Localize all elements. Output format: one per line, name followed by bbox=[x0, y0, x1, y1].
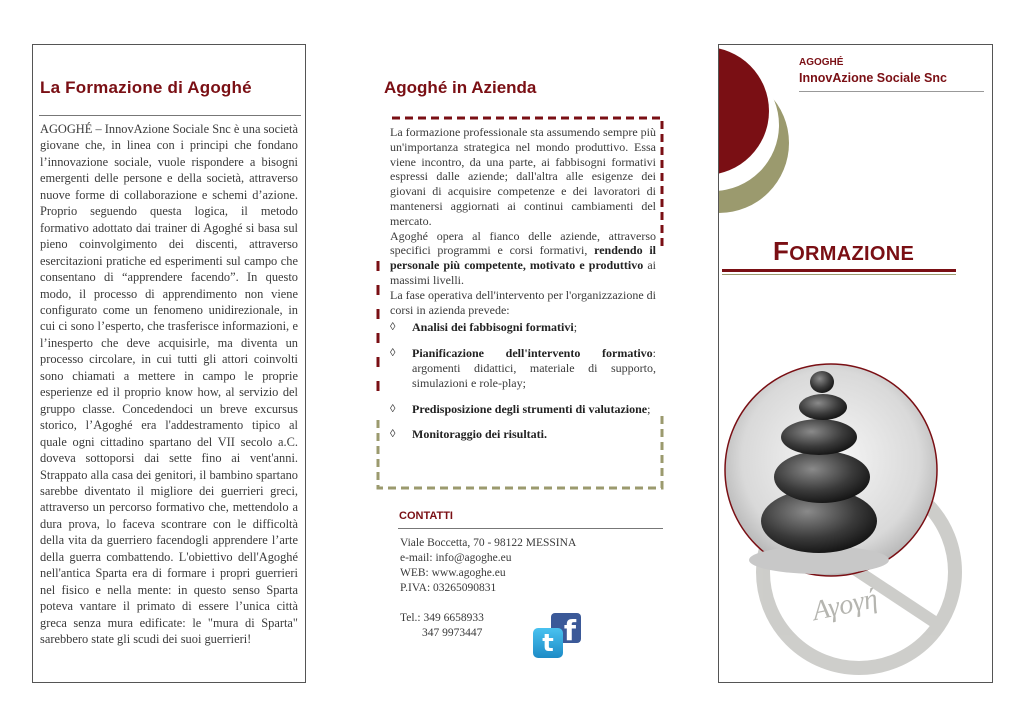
para2-end: ai massimi livelli. bbox=[390, 258, 656, 287]
cover-title bbox=[773, 236, 914, 267]
item-bold: Monitoraggio dei risultati. bbox=[412, 427, 547, 442]
diamond-bullet-icon: ◊ bbox=[390, 321, 396, 334]
contact-address: Viale Boccetta, 70 - 98122 MESSINA bbox=[400, 537, 577, 549]
middle-para-1: La formazione professionale sta assumendo sempre più un'importanza strategica nel mondo produttivo. Essa viene incontro, da una parte, ai fabbisogni formativi espressi dalle aziende; dall'altra alle esigenze dei giovani di acquisire competenze e dei lavoratori di mantenersi aggiornati ai continui cambiamenti del mercato. bbox=[390, 125, 656, 228]
left-title: La Formazione di Agoghé bbox=[40, 78, 252, 97]
contact-web[interactable]: WEB: www.agoghe.eu bbox=[400, 567, 506, 579]
cover-rule-maroon bbox=[722, 269, 956, 272]
list-item bbox=[390, 346, 656, 390]
list-item bbox=[390, 427, 656, 442]
diamond-bullet-icon: ◊ bbox=[390, 428, 396, 441]
brand-rule bbox=[799, 91, 984, 92]
item-bold: Predisposizione degli strumenti di valutazione bbox=[412, 401, 648, 416]
item-bold: Pianificazione dell'intervento formativo bbox=[412, 346, 653, 361]
item-rest: ; bbox=[573, 320, 578, 335]
contact-tel-1: Tel.: 349 6658933 bbox=[400, 612, 484, 624]
contact-piva: P.IVA: 03265090831 bbox=[400, 582, 497, 594]
diamond-bullet-icon: ◊ bbox=[390, 402, 396, 415]
contacts-rule bbox=[398, 528, 663, 529]
middle-para-2 bbox=[390, 229, 656, 288]
diamond-bullet-icon: ◊ bbox=[390, 347, 396, 360]
twitter-glyph: t bbox=[542, 629, 554, 657]
contacts-title: CONTATTI bbox=[399, 510, 453, 522]
phone-block bbox=[400, 611, 484, 641]
middle-body bbox=[390, 125, 656, 442]
para2-bold: rendendo il personale più competente, motivato e produttivo bbox=[390, 243, 656, 273]
cover-title-initial: F bbox=[773, 236, 790, 266]
item-rest: : argomenti didattici, materiale di supporto, simulazioni e role-play; bbox=[412, 346, 656, 390]
contact-email[interactable]: e-mail: info@agoghe.eu bbox=[400, 552, 512, 564]
facebook-glyph: f bbox=[563, 614, 576, 643]
contact-tel-2: 347 9973447 bbox=[422, 627, 483, 639]
logo-right-text: Sociale bbox=[909, 558, 947, 593]
brand-name: InnovAzione Sociale Snc bbox=[799, 71, 947, 85]
left-panel bbox=[32, 44, 306, 683]
item-rest: ; bbox=[647, 401, 651, 416]
stones-image bbox=[725, 364, 937, 576]
middle-para-3: La fase operativa dell'intervento per l'organizzazione di corsi in azienda prevede: bbox=[390, 287, 656, 317]
item-bold: Analisi dei fabbisogni formativi bbox=[412, 320, 574, 335]
cover-title-rest: ORMAZIONE bbox=[789, 243, 915, 265]
twitter-icon[interactable] bbox=[533, 628, 563, 658]
para2-start: Agoghé opera al fianco delle aziende, attraverso specifici programmi e corsi formativi, bbox=[390, 228, 656, 258]
process-list bbox=[390, 320, 656, 442]
list-item bbox=[390, 320, 656, 335]
list-item bbox=[390, 402, 656, 417]
cover-panel bbox=[718, 44, 993, 683]
cover-graphics bbox=[719, 45, 992, 682]
logo-greek-text: Αγογή bbox=[809, 583, 881, 628]
middle-title: Agoghé in Azienda bbox=[384, 78, 537, 97]
cover-rule-olive bbox=[722, 274, 956, 275]
contacts-block bbox=[400, 536, 576, 596]
brand-small: AGOGHÉ bbox=[799, 57, 844, 68]
left-body-text: AGOGHÉ – InnovAzione Sociale Snc è una società giovane che, in linea con i principi che fondano l’innovazione sociale, vuole rispondere a bisogni emergenti delle persone e della società, attraverso nuove forme di collaborazione e schemi d’azione. Proprio seguendo questa logica, il metodo formativo adottato dai trainer di Agoghé si basa sul pieno coinvolgimento dei discenti, attraverso esercitazioni pratiche ed esperimenti sul campo che consentano di “apprendere facendo”. In questo modo, il processo di apprendimento non viene configurato come un fenomeno unidirezionale, in cui ci sono l’esperto, che trasferisce informazioni, e l’inesperto che deve acquisirle, ma diventa un processo circolare, in cui tutti gli attori coinvolti sono chiamati a mettere in campo le proprie esperienze ed il proprio know how, al servizio del gruppo classe. Concedendoci un breve excursus storico, l’Agoghé era l'addestramento tipico al quale ogni cittadino spartano del VII secolo a.C. doveva sottoporsi dai sette fino ai vent'anni. Strappato alla casa dei genitori, il bambino spartano sarebbe diventato il migliore dei guerrieri greci, attraverso un percorso formativo che, mettendolo a dura prova, lo faceva scontrare con le difficoltà della vita da guerriero facendogli apprendere l’arte della guerra combattendo. L'obiettivo dell'Agoghé nell'antica Sparta era di formare i propri guerrieri nel fisico e nella mente: in questo senso Sparta poteva vantare il primato di essere l’unica città greca senza mura edificate: le "mura di Sparta" sarebbero state gli scudi dei suoi guerrieri! bbox=[40, 122, 298, 647]
left-title-rule bbox=[39, 115, 301, 116]
